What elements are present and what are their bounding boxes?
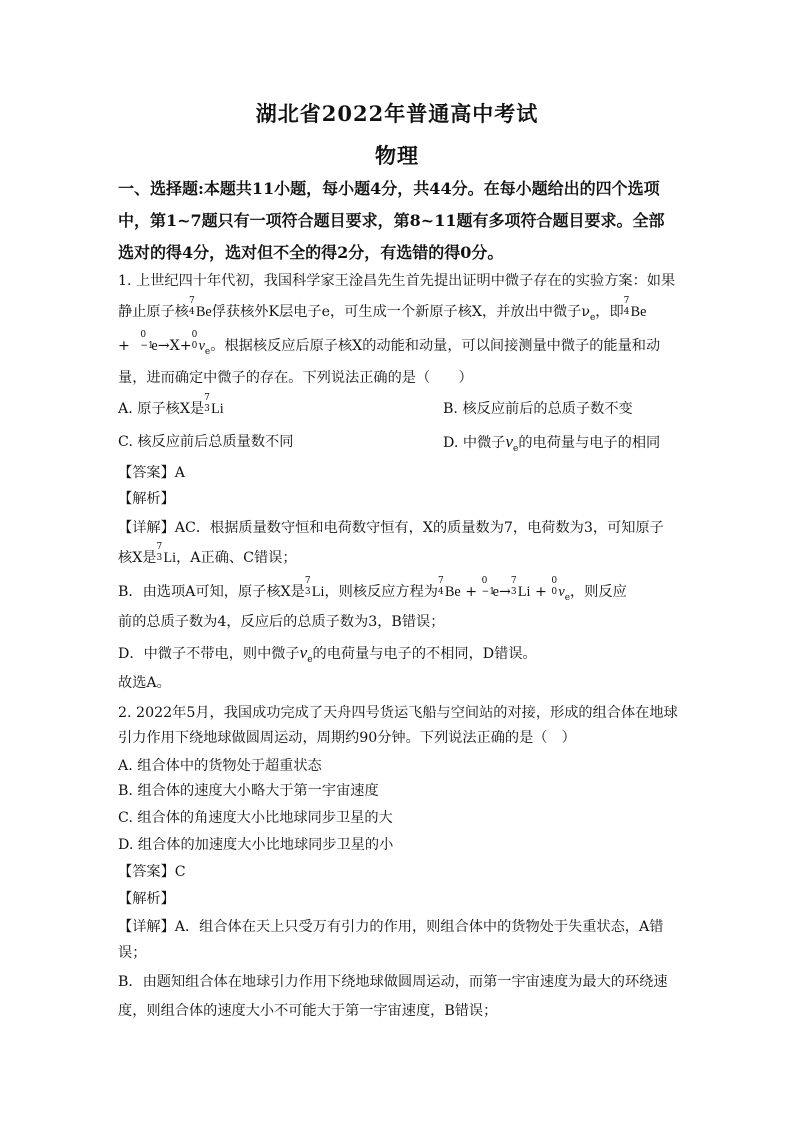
q2-detail-line-2: 误； [118, 945, 147, 961]
lithium-nuclide: 7 3 Li [156, 542, 177, 566]
q1-detail-line-1: 【详解】AC．根据质量数守恒和电荷数守恒有，X的质量数为7，电荷数为3，可知原子 [118, 520, 664, 536]
neutrino-symbol: 0 0 ν [191, 330, 205, 354]
q2-analysis-label: 【解析】 [118, 891, 175, 907]
beryllium-nuclide: 7 4 Be [437, 576, 461, 600]
q2-stem-line-2: 引力作用下绕地球做圆周运动，周期约90分钟。下列说法正确的是（ ） [118, 730, 576, 746]
lithium-nuclide: 7 3 Li [510, 576, 531, 600]
q2-option-b: B. 组合体的速度大小略大于第一宇宙速度 [118, 783, 379, 799]
q1-stem-line-2: 静止原子核 7 4 Be俘获核外K层电子e，可生成一个新原子核X，并放出中微子$\nu_e$，即 7 4 Be [118, 296, 647, 323]
section-instructions-line-3: 选对的得4分，选对但不全的得2分，有选错的得0分。 [118, 243, 504, 262]
q2-stem-line-1: 2. 2022年5月，我国成功完成了天舟四号货运飞船与空间站的对接，形成的组合体在地球 [118, 705, 678, 721]
q1-analysis-label: 【解析】 [118, 491, 175, 507]
q1-detail-line-5: D．中微子不带电，则中微子$\nu_e$的电荷量与电子的不相同，D错误。 [118, 643, 537, 665]
q1-detail-line-4: 前的总质子数为4，反应后的总质子数为3，B错误； [118, 614, 445, 630]
section-instructions-line-2: 中，第1~7题只有一项符合题目要求，第8~11题有多项符合题目要求。全部 [118, 211, 665, 230]
q1-option-b: B. 核反应前后的总质子数不变 [443, 401, 633, 417]
q1-stem-line-3: + 0 −1 e→X+ 0 0 $\nu_e$。根据核反应后原子核X的动能和动量，可以间接测量中微子的能量和动 [118, 330, 661, 357]
q1-answer: 【答案】A [118, 465, 186, 481]
q2-option-a: A. 组合体中的货物处于超重状态 [118, 758, 322, 774]
page-title: 湖北省2022年普通高中考试 [255, 101, 539, 126]
q1-stem-line-1: 1. 上世纪四十年代初，我国科学家王淦昌先生首先提出证明中微子存在的实验方案：如果 [118, 273, 676, 289]
q1-stem-text: 。根据核反应后原子核X的动能和动量，可以间接测量中微子的能量和动 [210, 338, 661, 354]
plus-sign: + [118, 338, 130, 354]
q1-option-d: D. 中微子$\nu_e$的电荷量与电子的相同 [443, 432, 661, 454]
electron-symbol: 0 −1 e [140, 330, 158, 354]
beryllium-nuclide: 7 4 Be [188, 296, 212, 320]
q2-option-c: C. 组合体的角速度大小比地球同步卫星的大 [118, 810, 393, 826]
subject-title: 物理 [375, 143, 419, 168]
q1-detail-line-3: B．由选项A可知，原子核X是 7 3 Li，则核反应方程为 7 4 Be + 0 −1 e→ 7 3 Li + 0 0 $\nu_e$，则反应 [118, 576, 627, 603]
q2-option-d: D. 组合体的加速度大小比地球同步卫星的小 [118, 837, 394, 853]
neutrino-symbol: 0 0 ν [551, 576, 565, 600]
beryllium-nuclide: 7 4 Be [623, 296, 647, 320]
lithium-nuclide: 7 3 Li [304, 576, 325, 600]
q1-stem-text: ，即 [595, 304, 624, 320]
q1-option-a: A. 原子核X是 7 3 Li [118, 393, 224, 417]
reaction-arrow-text: →X+ [157, 338, 192, 354]
q1-conclusion: 故选A。 [118, 675, 171, 691]
electron-symbol: 0 −1 e [481, 576, 499, 600]
q1-option-c: C. 核反应前后总质量数不同 [118, 434, 294, 450]
q2-detail-line-1: 【详解】A．组合体在天上只受万有引力的作用，则组合体中的货物处于失重状态，A错 [118, 919, 664, 935]
q2-detail-line-3: B．由题知组合体在地球引力作用下绕地球做圆周运动，而第一宇宙速度为最大的环绕速 [118, 974, 668, 990]
q2-detail-line-4: 度，则组合体的速度大小不可能大于第一宇宙速度，B错误； [118, 1003, 498, 1019]
q2-answer: 【答案】C [118, 864, 186, 880]
section-instructions-line-1: 一、选择题:本题共11小题，每小题4分，共44分。在每小题给出的四个选项 [118, 179, 660, 198]
q1-detail-line-2: 核X是 7 3 Li，A正确、C错误； [118, 542, 297, 566]
q1-stem-text: 俘获核外K层电子e，可生成一个新原子核X，并放出中微子ν [211, 304, 590, 320]
q1-stem-line-4: 量，进而确定中微子的存在。下列说法正确的是（ ） [118, 370, 473, 386]
lithium-nuclide: 7 3 Li [204, 393, 224, 417]
q1-stem-text: 静止原子核 [118, 304, 189, 320]
